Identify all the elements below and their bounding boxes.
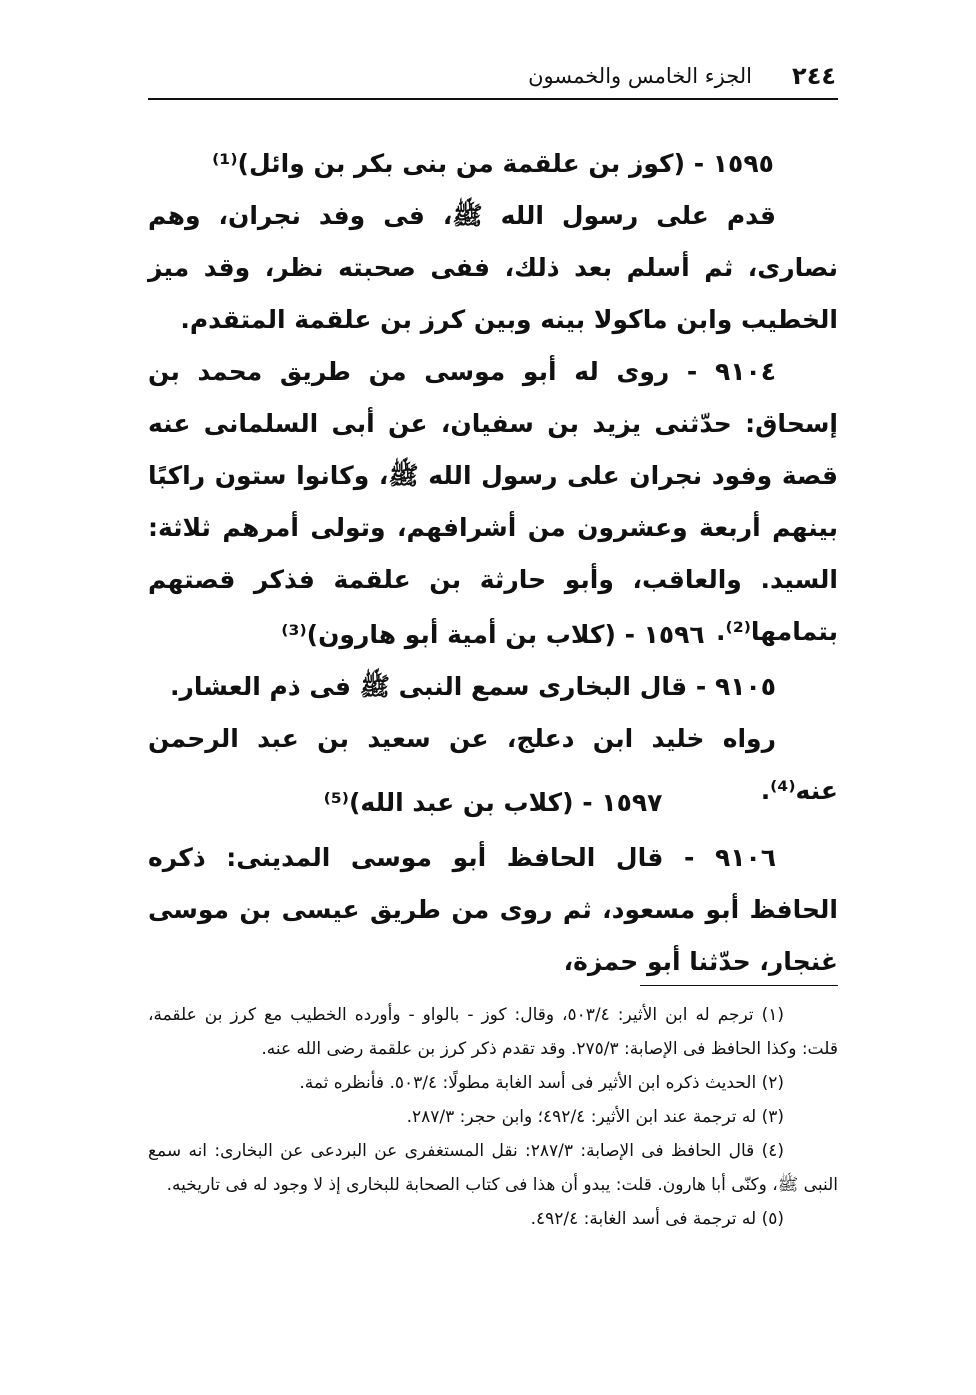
page-header bbox=[148, 58, 838, 100]
footnote-1: (١) ترجم له ابن الأثير: ٥٠٣/٤، وقال: كوز - بالواو - وأورده الخطيب مع كرز بن علقمة، قلت: وكذا الحافظ فى الإصابة: ٢٧٥/٣. وقد تقدم ذكر كرز بن علقمة رضى الله عنه. bbox=[148, 1005, 838, 1059]
entry-heading-1596: ١٥٩٦ - (كلاب بن أمية أبو هارون)⁽³⁾ bbox=[281, 620, 705, 649]
footnote-3: (٣) له ترجمة عند ابن الأثير: ٤٩٢/٤؛ وابن حجر: ٢٨٧/٣. bbox=[406, 1107, 784, 1127]
footnotes bbox=[148, 998, 838, 1236]
narration-line: رواه خليد ابن دعلج، عن سعيد بن عبد الرحمن عنه⁽⁴⁾. bbox=[148, 724, 838, 805]
hadith-9104: ٩١٠٤ - روى له أبو موسى من طريق محمد بن إسحاق: حدّثنى يزيد بن سفيان، عن أبى السلمانى عنه قصة وفود نجران على رسول الله ﷺ، وكانوا ستون راكبًا بينهم أربعة وعشرون من أشرافهم، وتولى أمرهم ثلاثة: السيد. والعاقب، وأبو حارثة بن علقمة فذكر قصتهم بتمامها⁽²⁾. bbox=[148, 357, 838, 646]
hadith-9105: ٩١٠٥ - قال البخارى سمع النبى ﷺ فى ذم العشار. bbox=[170, 672, 776, 701]
running-title: الجزء الخامس والخمسون bbox=[528, 64, 752, 88]
entry-text-1595: قدم على رسول الله ﷺ، فى وفد نجران، وهم نصارى، ثم أسلم بعد ذلك، ففى صحبته نظر، وقد ميز الخطيب وابن ماكولا بينه وبين كرز بن علقمة المتقدم. bbox=[148, 201, 838, 334]
footnote-4: (٤) قال الحافظ فى الإصابة: ٢٨٧/٣: نقل المستغفرى عن البردعى عن البخارى: انه سمع النبى ﷺ، وكنّى أبا هارون. قلت: يبدو أن هذا فى كتاب الصحابة للبخارى إذ لا وجود له فى تاريخيه. bbox=[148, 1141, 838, 1195]
hadith-9106: ٩١٠٦ - قال الحافظ أبو موسى المدينى: ذكره الحافظ أبو مسعود، ثم روى من طريق عيسى بن موسى غنجار، حدّثنا أبو حمزة، bbox=[148, 843, 838, 976]
footnote-5: (٥) له ترجمة فى أسد الغابة: ٤٩٢/٤. bbox=[530, 1209, 784, 1229]
footnote-2: (٢) الحديث ذكره ابن الأثير فى أسد الغابة مطولًا: ٥٠٣/٤. فأنظره ثمة. bbox=[299, 1073, 784, 1093]
entry-heading-1597: ١٥٩٧ - (كلاب بن عبد الله)⁽⁵⁾ bbox=[323, 788, 663, 817]
page-number: ٢٤٤ bbox=[792, 62, 836, 90]
footnote-separator bbox=[640, 985, 838, 986]
entry-heading-1595: ١٥٩٥ - (كوز بن علقمة من بنى بكر بن وائل)⁽¹⁾ bbox=[212, 149, 774, 178]
